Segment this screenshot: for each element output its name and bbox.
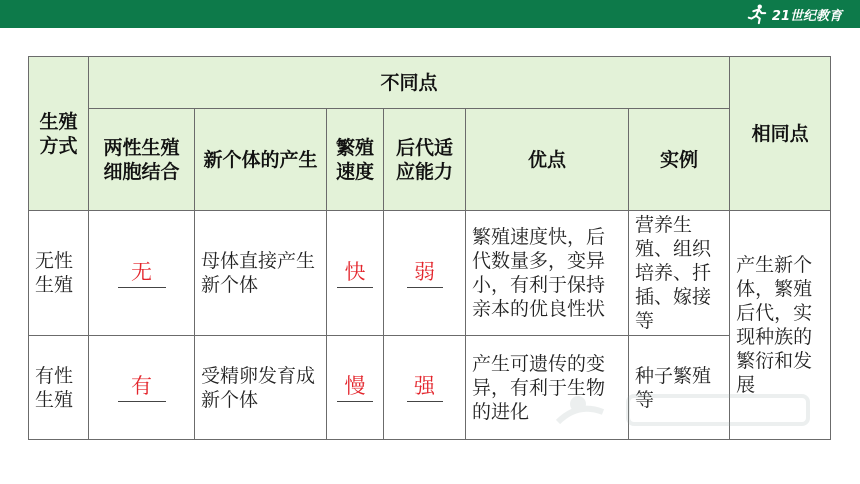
table-row <box>29 336 831 440</box>
advantage-cell: 繁殖速度快，后代数量多，变异小，有利于保持亲本的优良性状 <box>466 211 629 336</box>
speed-cell <box>327 336 384 440</box>
origin-cell: 受精卵发育成新个体 <box>195 336 327 440</box>
answer-speed: 慢 <box>337 373 373 402</box>
adapt-cell <box>384 211 466 336</box>
row-method: 有性生殖 <box>29 336 89 440</box>
examples-cell: 营养生殖、组织培养、扦插、嫁接等 <box>629 211 730 336</box>
row-method: 无性生殖 <box>29 211 89 336</box>
header-advantage: 优点 <box>466 109 629 211</box>
answer-speed: 快 <box>337 259 373 288</box>
header-differences: 不同点 <box>89 57 730 109</box>
adapt-cell <box>384 336 466 440</box>
answer-fusion: 无 <box>118 259 166 288</box>
answer-adapt: 弱 <box>407 259 443 288</box>
speed-cell <box>327 211 384 336</box>
logo-text: 21世纪教育 <box>771 8 842 24</box>
similarities-cell: 产生新个体，繁殖后代，实现种族的繁衍和发展 <box>730 211 831 440</box>
answer-fusion: 有 <box>118 373 166 402</box>
header-similarities: 相同点 <box>730 57 831 211</box>
comparison-table <box>28 56 830 422</box>
advantage-cell: 产生可遗传的变异，有利于生物的进化 <box>466 336 629 440</box>
fusion-cell <box>89 336 195 440</box>
header-speed: 繁殖速度 <box>327 109 384 211</box>
header-origin: 新个体的产生 <box>195 109 327 211</box>
header-method: 生殖方式 <box>29 57 89 211</box>
answer-adapt: 强 <box>407 373 443 402</box>
header-examples: 实例 <box>629 109 730 211</box>
header-fusion: 两性生殖细胞结合 <box>89 109 195 211</box>
examples-cell: 种子繁殖等 <box>629 336 730 440</box>
header-adapt: 后代适应能力 <box>384 109 466 211</box>
runner-icon <box>746 3 768 25</box>
origin-cell: 母体直接产生新个体 <box>195 211 327 336</box>
brand-logo <box>746 3 842 25</box>
table-row <box>29 211 831 336</box>
fusion-cell <box>89 211 195 336</box>
top-banner <box>0 0 860 28</box>
